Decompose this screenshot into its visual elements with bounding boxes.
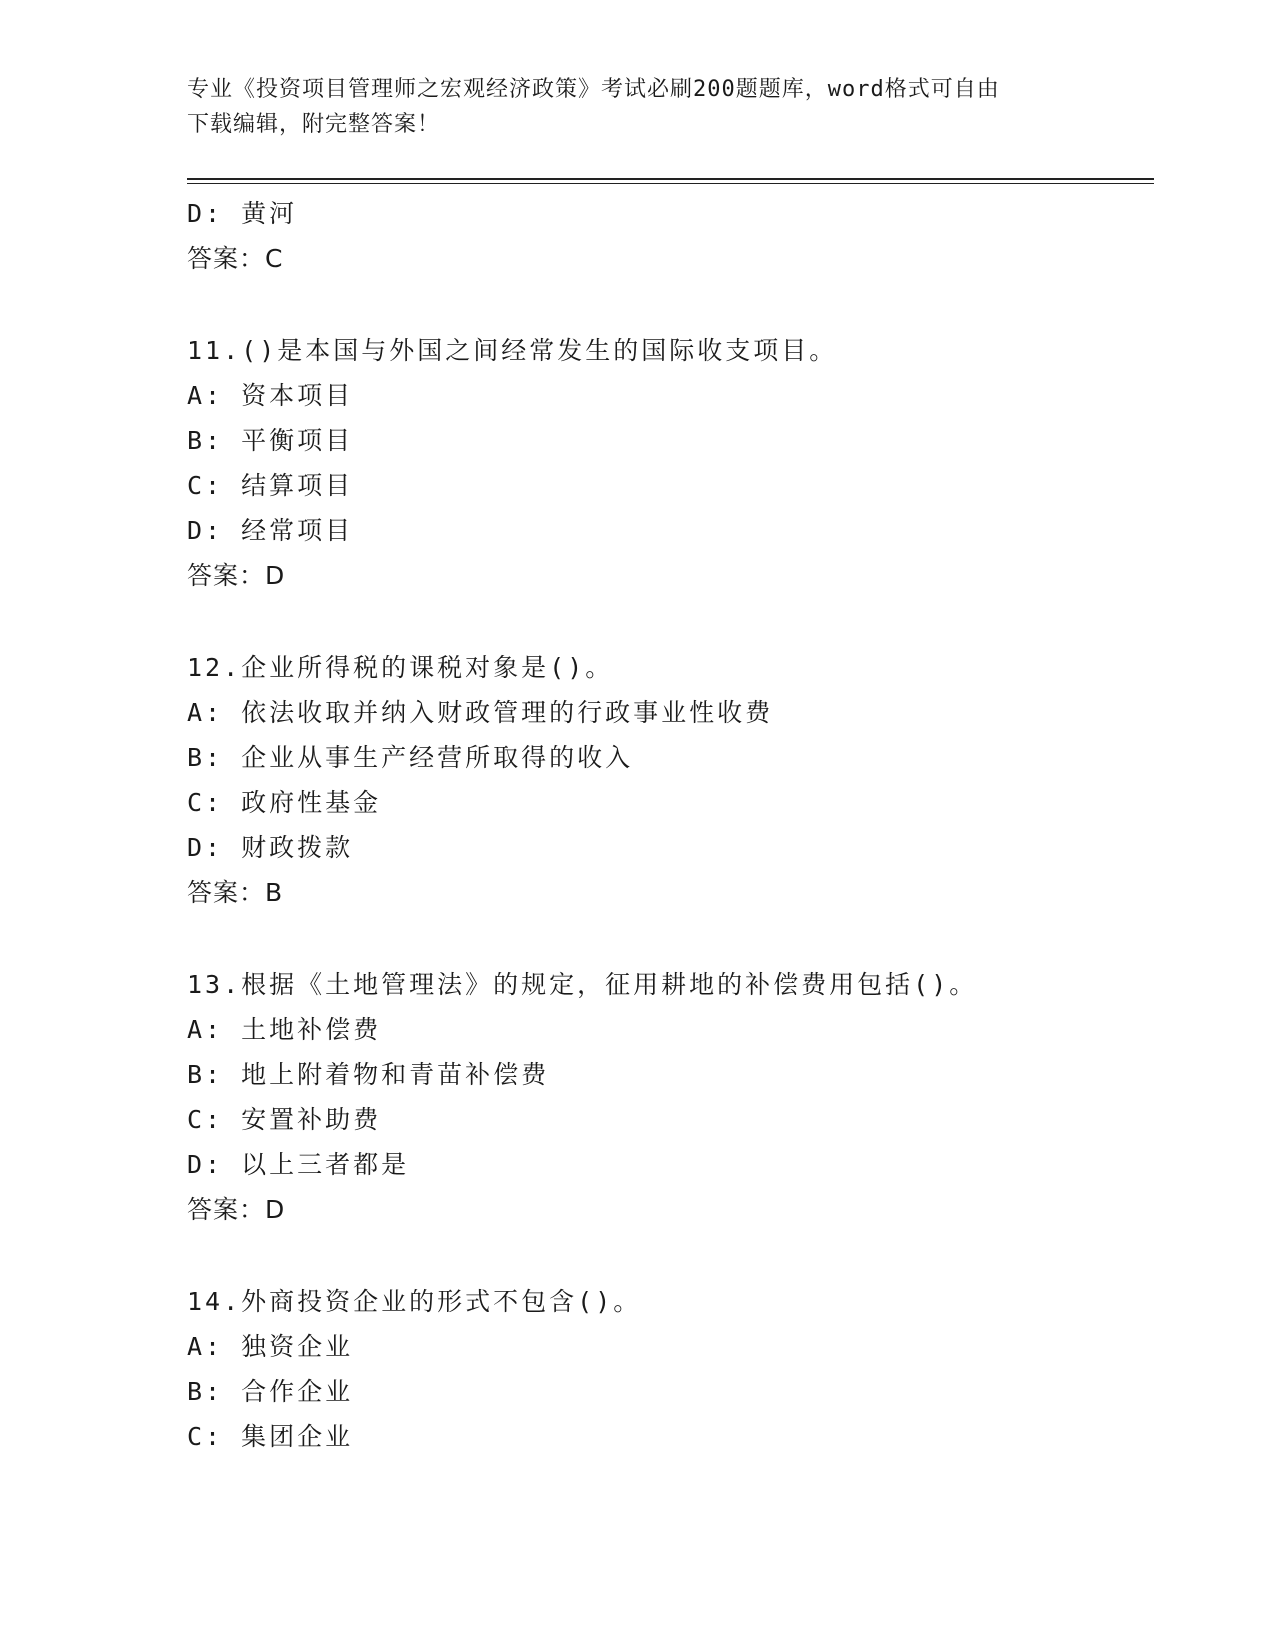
question-text: 13.根据《土地管理法》的规定，征用耕地的补偿费用包括()。: [187, 970, 978, 999]
answer-line: 答案：B: [187, 878, 284, 907]
option-c: C: 政府性基金: [187, 788, 382, 817]
question-block-11: [187, 328, 1147, 598]
header-line-1: 专业《投资项目管理师之宏观经济政策》考试必刷200题题库，word格式可自由: [187, 77, 1000, 102]
page-header: [187, 72, 1087, 142]
question-text: 12.企业所得税的课税对象是()。: [187, 653, 614, 682]
option-b: B: 企业从事生产经营所取得的收入: [187, 743, 634, 772]
option-a: A: 依法收取并纳入财政管理的行政事业性收费: [187, 698, 774, 727]
question-block-12: [187, 645, 1147, 915]
option-c: C: 安置补助费: [187, 1105, 382, 1134]
question-block-14: [187, 1279, 1147, 1459]
option-d: D: 黄河: [187, 199, 298, 228]
question-block-13: [187, 962, 1147, 1232]
answer-line: 答案：D: [187, 561, 286, 590]
question-text: 11.()是本国与外国之间经常发生的国际收支项目。: [187, 336, 838, 365]
answer-line: 答案：C: [187, 244, 284, 273]
answer-line: 答案：D: [187, 1195, 286, 1224]
option-c: C: 结算项目: [187, 471, 354, 500]
option-b: B: 平衡项目: [187, 426, 354, 455]
option-c: C: 集团企业: [187, 1422, 354, 1451]
option-b: B: 合作企业: [187, 1377, 354, 1406]
option-d: D: 以上三者都是: [187, 1150, 410, 1179]
option-b: B: 地上附着物和青苗补偿费: [187, 1060, 550, 1089]
option-a: A: 独资企业: [187, 1332, 354, 1361]
question-block-prev: [187, 191, 1147, 281]
header-line-2: 下载编辑，附完整答案！: [187, 112, 441, 137]
option-a: A: 土地补偿费: [187, 1015, 382, 1044]
question-text: 14.外商投资企业的形式不包含()。: [187, 1287, 642, 1316]
option-d: D: 经常项目: [187, 516, 354, 545]
option-a: A: 资本项目: [187, 381, 354, 410]
question-list: [187, 191, 1147, 1459]
header-rule-thick: [187, 178, 1154, 180]
option-d: D: 财政拨款: [187, 833, 354, 862]
header-rule-thin: [187, 183, 1154, 184]
